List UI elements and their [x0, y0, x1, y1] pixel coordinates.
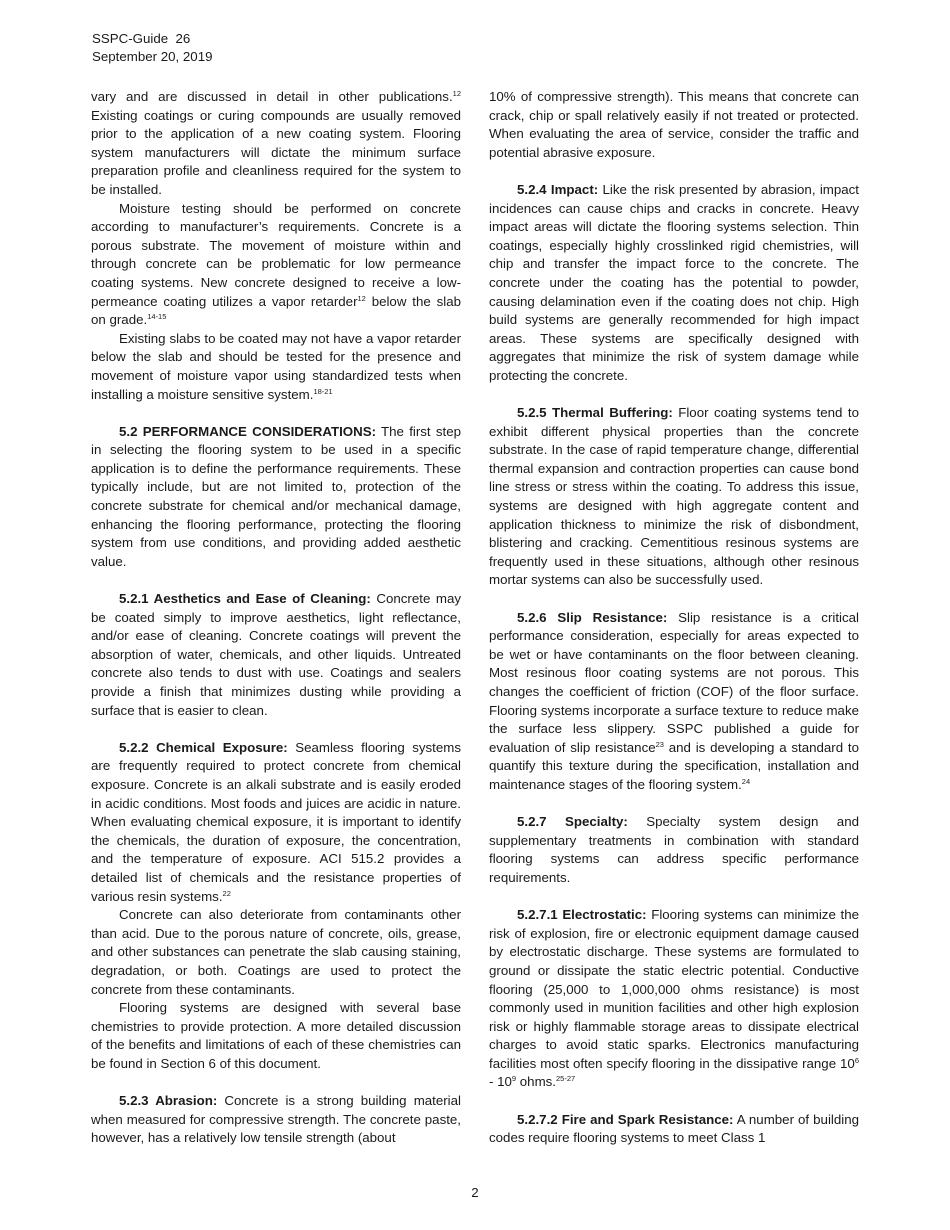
section-5-2-6-heading: 5.2.6 Slip Resistance:: [517, 609, 668, 625]
left-column: [91, 88, 461, 1148]
page-header: [92, 30, 213, 65]
section-5-2-5: 5.2.5 Thermal Buffering: Floor coating systems tend to exhibit different physical properties than the concrete substrate. In the case of rapid temperature change, differential thermal expansion and contraction properties can cause bond line stress or stress within the coating. To address this issue, systems are designed with high aggregate content and application thickness to minimize the risk of disbondment, blistering and cracking. Cementitious resinous systems are frequently used in these situations, although other resinous mortar systems can also be successfully used.: [489, 405, 859, 588]
section-5-2-7-2: 5.2.7.2 Fire and Spark Resistance: A number of building codes require flooring systems to meet Class 1: [489, 1111, 859, 1146]
section-5-2-heading: 5.2 PERFORMANCE CONSIDERATIONS:: [119, 423, 377, 439]
section-5-2-7-2-heading: 5.2.7.2 Fire and Spark Resistance:: [517, 1111, 734, 1127]
paragraph-contaminants: Concrete can also deteriorate from contaminants other than acid. Due to the porous nature of concrete, oils, grease, and other substances can penetrate the slab causing staining, degradation, or both. Coatings are used to protect the concrete from these contaminants.: [91, 907, 461, 997]
section-5-2-3-heading: 5.2.3 Abrasion:: [119, 1093, 218, 1109]
section-5-2-4-heading: 5.2.4 Impact:: [517, 181, 599, 197]
document-date: September 20, 2019: [92, 48, 213, 64]
section-5-2-2: 5.2.2 Chemical Exposure: Seamless flooring systems are frequently required to protect concrete from chemical exposure. Concrete is an alkali substrate and is easily eroded in acidic conditions. Most foods and juices are acidic in nature. When evaluating chemical exposure, it is important to identify the chemicals, the duration of exposure, the concentration, and the temperature of exposure. ACI 515.2 provides a detailed list of chemicals and the resistance properties of various resin systems.$^{22}$: [91, 739, 461, 904]
section-5-2-5-heading: 5.2.5 Thermal Buffering:: [517, 405, 673, 421]
section-5-2-1-heading: 5.2.1 Aesthetics and Ease of Cleaning:: [119, 591, 371, 607]
paragraph-existing-slabs: Existing slabs to be coated may not have a vapor retarder below the slab and should be tested for the presence and movement of moisture vapor using standardized tests when installing a moisture sensitive system.$^{18-21}$: [91, 330, 461, 402]
section-5-2-7-1-heading: 5.2.7.1 Electrostatic:: [517, 907, 647, 923]
section-5-2-1: 5.2.1 Aesthetics and Ease of Cleaning: Concrete may be coated simply to improve aesthetics, light reflectance, and/or ease of cleaning. Concrete coatings will prevent the absorption of water, chemicals, and other liquids. Untreated concrete also tends to dust with use. Coatings and sealers provide a finish that minimizes dusting while providing a surface that is easier to clean.: [91, 591, 461, 718]
paragraph-moisture-testing: Moisture testing should be performed on concrete according to manufacturer’s requirements. Concrete is a porous substrate. The movement of moisture within and through concrete can be problematic for low permeance coating systems. New concrete designed to receive a low-permeance coating utilizes a vapor retarder$^{12}$ below the slab on grade.$^{14-15}$: [91, 200, 462, 328]
section-5-2-7-1: 5.2.7.1 Electrostatic: Flooring systems can minimize the risk of explosion, fire or electronic equipment damage caused by electrostatic discharge. These systems are formulated to ground or dissipate the static electric potential. Conductive flooring (25,000 to 1,000,000 ohms resistance) is most commonly used in munition facilities and other high explosion risk or highly flammable storage areas to dissipate electrical charges to avoid static sparks. Electronics manufacturing facilities most often specify flooring in the dissipative range $10^6 - 10^9$ ohms.$^{25-27}$: [489, 907, 859, 1090]
section-5-2: 5.2 PERFORMANCE CONSIDERATIONS: The first step in selecting the flooring system to be used in a specific application is to define the performance requirements. These typically include, but are not limited to, protection of the concrete substrate for chemical and/or mechanical damage, enhancing the flooring performance, protecting the flooring system from use conditions, and providing added aesthetic value.: [91, 423, 461, 569]
document-id: SSPC-Guide 26: [92, 31, 191, 46]
paragraph-abrasion-continued: 10% of compressive strength). This means that concrete can crack, chip or spall relatively easily if not treated or protected. When evaluating the area of service, consider the traffic and potential abrasive exposure.: [489, 89, 859, 160]
paragraph-base-chemistries: Flooring systems are designed with several base chemistries to provide protection. A more detailed discussion of the benefits and limitations of each of these chemistries can be found in Section 6 of this document.: [91, 1000, 461, 1071]
section-5-2-4: 5.2.4 Impact: Like the risk presented by abrasion, impact incidences can cause chips and cracks in concrete. Heavy impact areas will dictate the flooring systems selection. Thin coatings, especially highly crosslinked rigid chemistries, will chip and transfer the impact force to the concrete. The concrete under the coating has the potential to powder, causing delamination even if the coating does not chip. High build systems are generally recommended for high impact areas. These systems are specifically designed with aggregates that minimize the risk of system damage while protecting the concrete.: [489, 181, 860, 383]
section-5-2-7-heading: 5.2.7 Specialty:: [517, 814, 628, 830]
section-5-2-3: 5.2.3 Abrasion: Concrete is a strong building material when measured for compressive strength. The concrete paste, however, has a relatively low tensile strength (about: [91, 1093, 461, 1146]
section-5-2-6: 5.2.6 Slip Resistance: Slip resistance is a critical performance consideration, especially for areas expected to be wet or have contaminants on the floor between cleaning. Most resinous floor coating systems are not porous. This changes the coefficient of friction (COF) of the floor surface. Flooring systems incorporate a surface texture to reduce make the surface less slippery. SSPC published a guide for evaluation of slip resistance$^{23}$ and is developing a standard to quantify this texture during the specification, installation and maintenance stages of the flooring system.$^{24}$: [489, 609, 859, 792]
section-5-2-2-heading: 5.2.2 Chemical Exposure:: [119, 739, 288, 755]
section-5-2-7: 5.2.7 Specialty: Specialty system design and supplementary treatments in combination with standard flooring systems can address specific performance requirements.: [489, 814, 859, 885]
paragraph-surface-prep: vary and are discussed in detail in other publications.$^{12}$ Existing coatings or curing compounds are usually removed prior to the application of a new coating system. Flooring system manufacturers will dictate the minimum surface preparation profile and cleanliness required for the system to be installed.: [91, 89, 461, 197]
right-column: [489, 88, 859, 1148]
page-number: 2: [471, 1185, 479, 1200]
